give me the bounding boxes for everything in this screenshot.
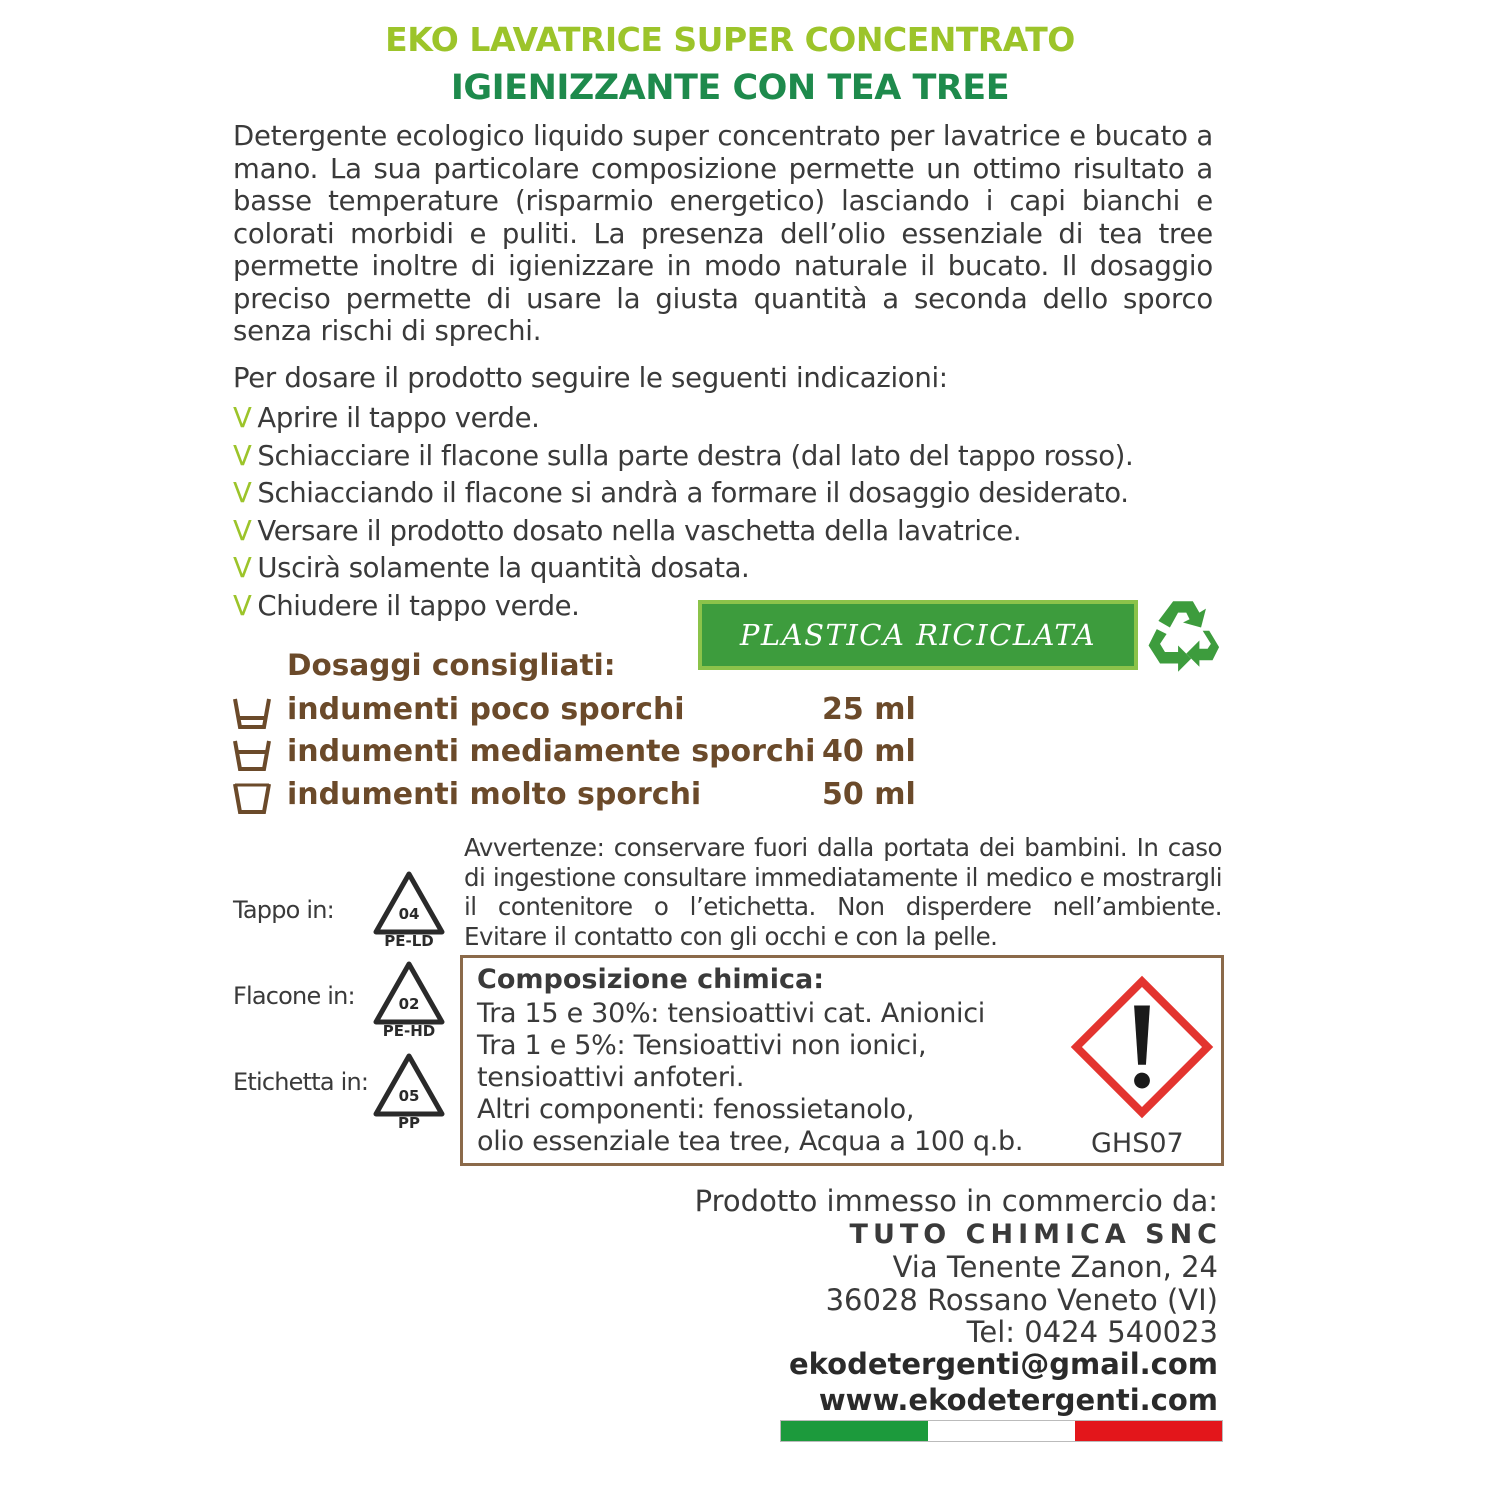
flag-green	[781, 1421, 928, 1441]
exclamation-hazard-icon	[1063, 968, 1221, 1126]
check-mark-icon: V	[233, 589, 252, 622]
check-mark-icon: V	[233, 514, 252, 547]
recycled-plastic-label: PLASTICA RICICLATA	[739, 618, 1097, 652]
recycle-icon	[1142, 596, 1224, 672]
cup-icon	[232, 738, 272, 772]
flag-white	[928, 1421, 1075, 1441]
material-code: PP	[398, 1114, 420, 1132]
composition-box	[460, 955, 1224, 1166]
product-subtitle: IGIENIZZANTE CON TEA TREE	[450, 68, 1010, 108]
instruction-step: V Uscirà solamente la quantità dosata.	[233, 552, 750, 585]
material-label-cap: Tappo in:	[233, 896, 334, 924]
check-mark-icon: V	[233, 439, 252, 472]
check-mark-icon: V	[233, 552, 252, 585]
dosage-row	[232, 692, 932, 734]
producer-phone: Tel: 0424 540023	[966, 1315, 1218, 1349]
instruction-step: V Chiudere il tappo verde.	[233, 589, 580, 622]
producer-website[interactable]: www.ekodetergenti.com	[818, 1383, 1218, 1417]
material-label-label: Etichetta in:	[233, 1068, 369, 1096]
material-label-bottle: Flacone in:	[233, 982, 355, 1010]
instruction-steps	[233, 400, 1213, 626]
producer-company: TUTO CHIMICA SNC	[849, 1219, 1222, 1250]
dosage-quantity: 50 ml	[822, 777, 916, 812]
dosage-quantity: 40 ml	[822, 734, 916, 769]
composition-line: tensioattivi anfoteri.	[477, 1062, 745, 1093]
composition-line: olio essenziale tea tree, Acqua a 100 q.b.	[477, 1126, 1024, 1157]
dosage-row	[232, 734, 932, 776]
check-mark-icon: V	[233, 402, 252, 434]
producer-intro: Prodotto immesso in commercio da:	[694, 1184, 1218, 1218]
producer-city: 36028 Rossano Veneto (VI)	[825, 1283, 1218, 1317]
dosage-title: Dosaggi consigliati:	[287, 648, 616, 682]
dosage-label: indumenti mediamente sporchi	[287, 734, 816, 769]
composition-title: Composizione chimica:	[477, 964, 825, 995]
cup-icon	[232, 781, 272, 815]
dosage-label: indumenti poco sporchi	[287, 692, 685, 727]
dosage-label: indumenti molto sporchi	[287, 777, 702, 812]
check-mark-icon: V	[233, 477, 252, 510]
instruction-step: V Versare il prodotto dosato nella vaschetta della lavatrice.	[233, 514, 1022, 547]
composition-line: Tra 1 e 5%: Tensioattivi non ionici,	[477, 1030, 927, 1061]
instruction-step: V Schiacciando il flacone si andrà a formare il dosaggio desiderato.	[233, 477, 1129, 510]
italian-flag-bar	[780, 1420, 1223, 1442]
dosage-quantity: 25 ml	[822, 692, 916, 727]
instruction-step: V Schiacciare il flacone sulla parte destra (dal lato del tappo rosso).	[233, 439, 1134, 472]
instruction-step: V Aprire il tappo verde.	[233, 402, 540, 434]
composition-line: Tra 15 e 30%: tensioattivi cat. Anionici	[477, 998, 985, 1029]
recycled-plastic-badge	[698, 600, 1138, 670]
dosage-row	[232, 777, 932, 819]
ghs-label: GHS07	[1091, 1128, 1184, 1159]
recycling-code-number: 04	[398, 905, 420, 923]
product-title: EKO LAVATRICE SUPER CONCENTRATO	[385, 20, 1075, 59]
product-description: Detergente ecologico liquido super concentrato per lavatrice e bucato a mano. La sua particolare composizione permette un ottimo risultato a basse temperature (risparmio energetico) lasciando i capi bianchi e colorati morbidi e puliti. La presenza dell’olio essenziale di tea tree permette inoltre di igienizzare in modo naturale il bucato. Il dosaggio preciso permette di usare la giusta quantità a seconda dello sporco senza rischi di sprechi.	[233, 120, 1213, 347]
producer-address: Via Tenente Zanon, 24	[892, 1250, 1218, 1284]
recycling-code-number: 05	[398, 1087, 420, 1105]
composition-line: Altri componenti: fenossietanolo,	[477, 1094, 915, 1125]
instructions-intro: Per dosare il prodotto seguire le seguenti indicazioni:	[233, 362, 948, 394]
material-code: PE-HD	[382, 1022, 436, 1040]
cup-icon	[232, 696, 272, 730]
material-code: PE-LD	[384, 932, 434, 950]
producer-email[interactable]: ekodetergenti@gmail.com	[788, 1347, 1218, 1381]
flag-red	[1075, 1421, 1222, 1441]
recycling-code-number: 02	[398, 995, 420, 1013]
warning-text: Avvertenze: conservare fuori dalla portata dei bambini. In caso di ingestione consultare immediatamente il medico e mostrargli il contenitore o l’etichetta. Non disperdere nell’ambiente. Evitare il contatto con gli occhi e con la pelle.	[464, 833, 1222, 951]
